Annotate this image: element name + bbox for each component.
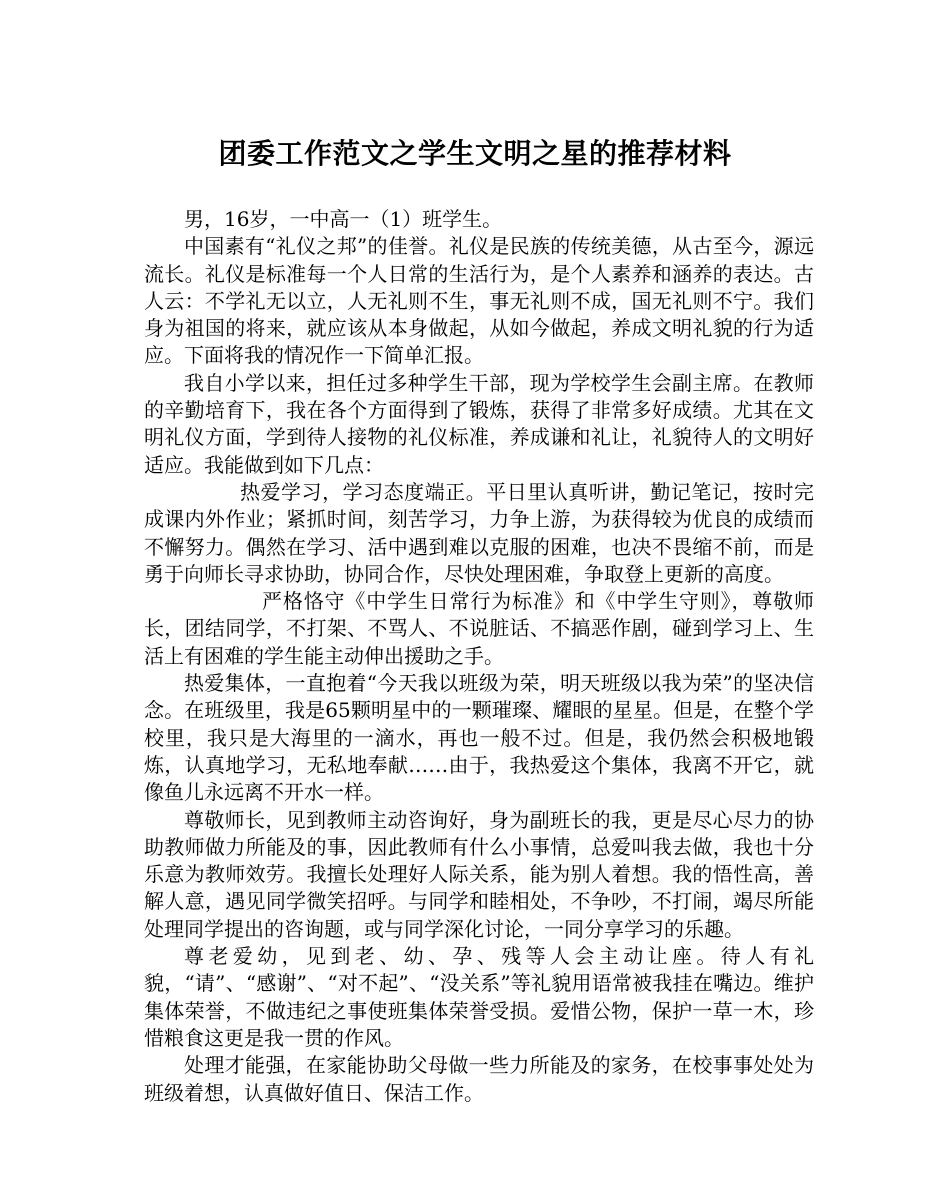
paragraph-basic-info: 男，16岁，一中高一（1）班学生。	[184, 207, 503, 231]
paragraph-student-leader: 我自小学以来，担任过多种学生干部，现为学校学生会副主席。在教师的辛勤培育下，我在各个方面得到了锻炼，获得了非常多好成绩。尤其在文明礼仪方面，学到待人接物的礼仪标准，养成谦和礼让，礼貌待人的文明好适应。我能做到如下几点：	[144, 370, 814, 477]
paragraph-collective: 热爱集体，一直抱着“今天我以班级为荣，明天班级以我为荣”的坚决信念。在班级里，我是65颗明星中的一颗璀璨、耀眼的星星。但是，在整个学校里，我只是大海里的一滴水，再也一般不过。但是，我仍然会积极地锻炼，认真地学习，无私地奉献……由于，我热爱这个集体，我离不开它，就像鱼儿永远离不开水一样。	[144, 671, 814, 805]
paragraph-respect-teachers: 尊敬师长，见到教师主动咨询好，身为副班长的我，更是尽心尽力的协助教师做力所能及的事，因此教师有什么小事情，总爱叫我去做，我也十分乐意为教师效劳。我擅长处理好人际关系，能为别人着想。我的悟性高，善解人意，遇见同学微笑招呼。与同学和睦相处，不争吵，不打闹，竭尽所能处理同学提出的咨询题，或与同学深化讨论，一同分享学习的乐趣。	[144, 807, 814, 941]
paragraph-study: 热爱学习，学习态度端正。平日里认真听讲，勤记笔记，按时完成课内外作业；紧抓时间，刻苦学习，力争上游，为获得较为优良的成绩而不懈努力。偶然在学习、活中遇到难以克服的困难，也决不畏缩不前，而是勇于向师长寻求协助，协同合作，尽快处理困难，争取登上更新的高度。	[144, 479, 814, 586]
paragraph-etiquette-intro: 中国素有“礼仪之邦”的佳誉。礼仪是民族的传统美德，从古至今，源远流长。礼仪是标准每一个人日常的生活行为，是个人素养和涵养的表达。古人云：不学礼无以立，人无礼则不生，事无礼则不成，国无礼则不宁。我们身为祖国的将来，就应该从本身做起，从如今做起，养成文明礼貌的行为适应。下面将我的情况作一下简单汇报。	[144, 234, 814, 368]
paragraph-respect-elders: 尊老爱幼，见到老、幼、孕、残等人会主动让座。待人有礼貌，“请”、“感谢”、“对不起”、“没关系”等礼貌用语常被我挂在嘴边。维护集体荣誉，不做违纪之事使班集体荣誉受损。爱惜公物，保护一草一木，珍惜粮食这更是我一贯的作风。	[144, 944, 814, 1050]
document-body	[144, 206, 814, 1107]
paragraph-rules: 严格恪守《中学生日常行为标准》和《中学生守则》，尊敬师长，团结同学，不打架、不骂人、不说脏话、不搞恶作剧，碰到学习上、生活上有困难的学生能主动伸出援助之手。	[144, 589, 814, 668]
paragraph-ability: 处理才能强，在家能协助父母做一些力所能及的家务，在校事事处处为班级着想，认真做好值日、保洁工作。	[144, 1053, 814, 1105]
document-title: 团委工作范文之学生文明之星的推荐材料	[218, 137, 732, 170]
